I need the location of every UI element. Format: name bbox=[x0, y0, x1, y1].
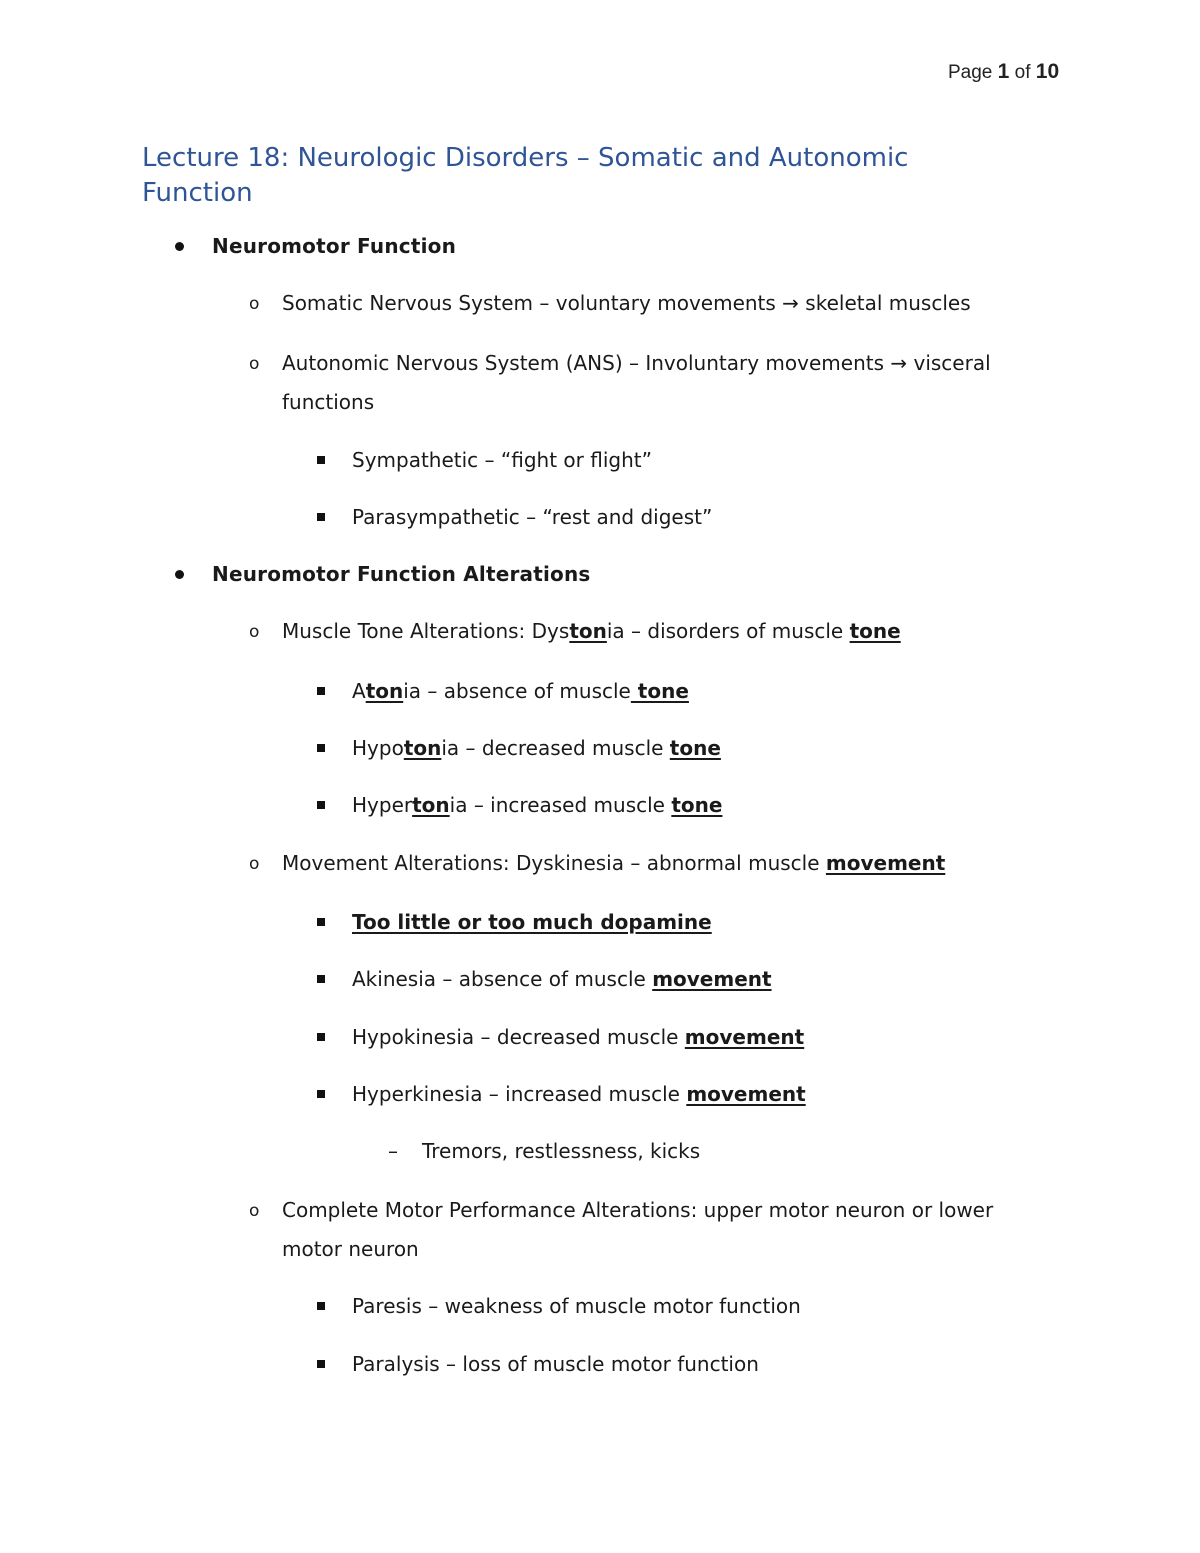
arrow-right-icon: → bbox=[890, 351, 908, 375]
list-item: Autonomic Nervous System (ANS) – Involuntary movements → visceral bbox=[282, 351, 991, 375]
list-item: Hypokinesia – decreased muscle movement bbox=[352, 1025, 805, 1049]
circle-bullet-icon: o bbox=[249, 622, 260, 642]
list-item: Movement Alterations: Dyskinesia – abnormal muscle movement bbox=[282, 851, 946, 875]
list-item: Too little or too much dopamine bbox=[352, 910, 712, 934]
bullet-icon bbox=[173, 240, 185, 252]
list-item: Somatic Nervous System – voluntary movements → skeletal muscles bbox=[282, 291, 971, 315]
section-heading: Neuromotor Function bbox=[212, 234, 457, 258]
list-item: Complete Motor Performance Alterations: upper motor neuron or lower bbox=[282, 1198, 994, 1222]
square-bullet-icon bbox=[317, 1033, 325, 1041]
page-number bbox=[948, 60, 1059, 84]
list-item: Paresis – weakness of muscle motor function bbox=[352, 1294, 801, 1318]
current-page: 1 bbox=[997, 60, 1010, 83]
square-bullet-icon bbox=[317, 975, 325, 983]
square-bullet-icon bbox=[317, 456, 325, 464]
section-heading: Neuromotor Function Alterations bbox=[212, 562, 591, 586]
square-bullet-icon bbox=[317, 513, 325, 521]
dash-bullet-icon: – bbox=[388, 1139, 398, 1163]
list-item: Hypertonia – increased muscle tone bbox=[352, 793, 723, 817]
page-title: Lecture 18: Neurologic Disorders – Somatic and Autonomic Function bbox=[142, 143, 909, 208]
page-label: Page bbox=[948, 62, 993, 83]
square-bullet-icon bbox=[317, 1090, 325, 1098]
bullet-icon bbox=[173, 568, 185, 580]
circle-bullet-icon: o bbox=[249, 854, 260, 874]
list-item: Parasympathetic – “rest and digest” bbox=[352, 505, 713, 529]
list-item: Tremors, restlessness, kicks bbox=[422, 1139, 701, 1163]
arrow-right-icon: → bbox=[782, 291, 799, 315]
list-item: Atonia – absence of muscle tone bbox=[352, 679, 689, 703]
total-pages: 10 bbox=[1035, 60, 1060, 83]
square-bullet-icon bbox=[317, 1360, 325, 1368]
circle-bullet-icon: o bbox=[249, 1201, 260, 1221]
square-bullet-icon bbox=[317, 918, 325, 926]
circle-bullet-icon: o bbox=[249, 354, 260, 374]
square-bullet-icon bbox=[317, 687, 325, 695]
square-bullet-icon bbox=[317, 744, 325, 752]
list-item: Hypotonia – decreased muscle tone bbox=[352, 736, 721, 760]
list-item-continued: motor neuron bbox=[282, 1237, 419, 1261]
circle-bullet-icon: o bbox=[249, 294, 260, 314]
list-item-continued: functions bbox=[282, 390, 375, 414]
list-item: Muscle Tone Alterations: Dystonia – disorders of muscle tone bbox=[282, 619, 901, 643]
list-item: Paralysis – loss of muscle motor function bbox=[352, 1352, 759, 1376]
square-bullet-icon bbox=[317, 1302, 325, 1310]
square-bullet-icon bbox=[317, 801, 325, 809]
list-item: Akinesia – absence of muscle movement bbox=[352, 967, 772, 991]
list-item: Sympathetic – “fight or flight” bbox=[352, 448, 652, 472]
of-label: of bbox=[1014, 62, 1031, 83]
list-item: Hyperkinesia – increased muscle movement bbox=[352, 1082, 806, 1106]
